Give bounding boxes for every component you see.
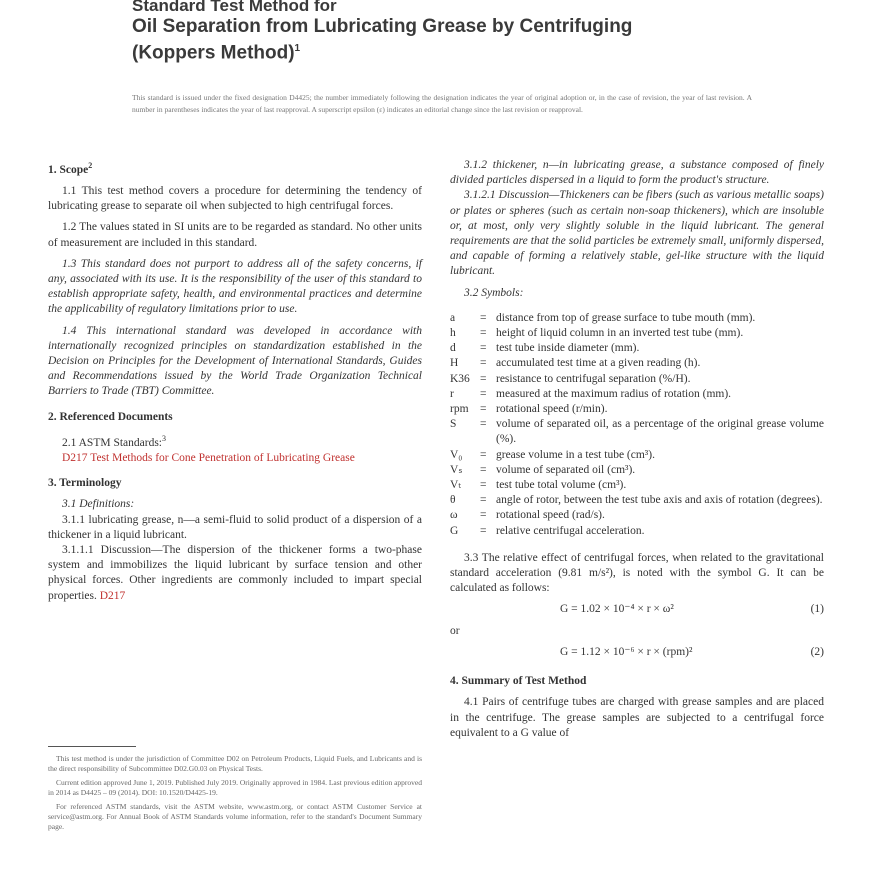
equation-1: G = 1.02 × 10⁻⁴ × r × ω² (1) [560,603,824,616]
paragraph-3-1-2: 3.1.2 thickener, n—in lubricating grease, a substance composed of finely divided particles dispersed in a liquid to form the product's structure. [450,159,824,187]
footnote-1b: Current edition approved June 1, 2019. Published July 2019. Originally approved in 1984. Last previous edition approved in 2014 as D4425 – 09 (2014). DOI: 10.1520/D4425-19. [48,778,422,797]
paragraph-3-1-2-1: 3.1.2.1 Discussion—Thickeners can be fibers (such as various metallic soaps) or plates or spheres (such as certain non-soap thickeners), which are insoluble or, at most, only very slightly soluble in the liquid lubricant. The general requirements are that the solid particles be extremely small, uniformly dispersed, and capable of forming a relatively stable, gel-like structure with the liquid lubricant. [450,189,824,278]
paragraph-3-1-1: 3.1.1 lubricating grease, n—a semi-fluid to solid product of a dispersion of a thickener in a liquid lubricant. [48,513,422,541]
symbol-row: h = height of liquid column in an inverted test tube (mm). [450,327,744,340]
paragraph-3-1: 3.1 Definitions: [62,498,135,511]
paragraph-4-1: 4.1 Pairs of centrifuge tubes are charged with grease samples and are placed in the centrifuge. The grease samples are subjected to a centrifugal force equivalent to a G value of [450,696,824,739]
left-column [48,158,422,610]
paragraph-2-1: 2.1 ASTM Standards:$^3$ [62,433,166,449]
symbol-row: θ = angle of rotor, between the test tube axis and axis of rotation (degrees). [450,494,823,507]
section-heading-scope: 1. Scope$^2$ [48,161,93,176]
symbol-row: H = accumulated test time at a given reading (h). [450,357,701,370]
ref-code-link[interactable]: D217 [62,451,88,464]
footnote-3: For referenced ASTM standards, visit the ASTM website, www.astm.org, or contact ASTM Customer Service at service@astm.org. For Annual Book of ASTM Standards volume information, refer to the standard's Document Summary page. [48,802,422,831]
symbols-list [450,311,824,539]
section-heading-referenced: 2. Referenced Documents [48,410,173,423]
paragraph-3-2: 3.2 Symbols: [464,286,524,299]
section-heading-terminology: 3. Terminology [48,477,122,490]
equation-2: G = 1.12 × 10⁻⁶ × r × (rpm)² (2) [560,645,824,658]
paragraph-1-3: 1.3 This standard does not purport to address all of the safety concerns, if any, associated with its use. It is the responsibility of the user of this standard to establish appropriate safety, health, and environmental practices and determine the applicability of regulatory limitations prior to use. [48,257,422,316]
paragraph-1-1: 1.1 This test method covers a procedure for determining the tendency of lubricating grease to separate oil when subjected to high centrifugal forces. [48,185,422,213]
title-line-3: (Koppers Method)$^1$ [132,42,301,64]
symbol-row: r = measured at the maximum radius of rotation (mm). [450,387,732,400]
equation-or: or [450,624,460,637]
footnote-divider [48,746,136,747]
paragraph-1-4: 1.4 This international standard was developed in accordance with internationally recognized principles on standardization established in the Decision on Principles for the Development of International Standards, Guides and Recommendations issued by the World Trade Organization Technical Barriers to Trade (TBT) Committee. [48,324,422,398]
symbol-row: d = test tube inside diameter (mm). [450,342,640,355]
referenced-document-d217[interactable] [48,451,422,466]
document-title [132,0,772,64]
footnotes [48,754,422,836]
section-heading-summary: 4. Summary of Test Method [450,675,587,688]
footnote-1: This test method is under the jurisdiction of Committee D02 on Petroleum Products, Liquid Fuels, and Lubricants and is the direct responsibility of Subcommittee D02.G0.03 on Physical Tests. [48,754,422,773]
title-line-2: Oil Separation from Lubricating Grease by Centrifuging [132,16,633,37]
title-line-1: Standard Test Method for [132,0,337,15]
ref-title-link[interactable]: Test Methods for Cone Penetration of Lubricating Grease [90,451,355,464]
right-column [450,158,824,747]
symbol-row: V₀ = grease volume in a test tube (cm³). [450,448,655,461]
symbol-row: ω = rotational speed (rad/s). [450,509,605,522]
designation-notice: This standard is issued under the fixed designation D4425; the number immediately following the designation indicates the year of original adoption or, in the case of revision, the year of last revision. A number in parentheses indicates the year of last reapproval. A superscript epsilon (ε) indicates an editorial change since the last revision or reapproval. [132,93,752,114]
symbol-row: rpm = rotational speed (r/min). [450,403,608,416]
paragraph-3-3: 3.3 The relative effect of centrifugal forces, when related to the gravitational standard acceleration (9.81 m/s²), is noted with the symbol G. It can be calculated as follows: [450,551,824,595]
symbol-row: Vₛ = volume of separated oil (cm³). [450,463,636,476]
paragraph-1-2: 1.2 The values stated in SI units are to be regarded as standard. No other units of measurement are included in this standard. [48,221,422,249]
symbol-row: G = relative centrifugal acceleration. [450,524,645,537]
title-footnote-marker: 1 [294,43,301,54]
ref-d217-link[interactable]: D217 [99,589,126,602]
symbol-row: a = distance from top of grease surface to tube mouth (mm). [450,311,756,324]
symbol-row: Vₜ = test tube total volume (cm³). [450,479,627,492]
symbol-row: K36 = resistance to centrifugal separation (%/H). [450,372,691,385]
paragraph-3-1-1-1: 3.1.1.1 Discussion—The dispersion of the thickener forms a two-phase system and immobilizes the liquid lubricant by surface tension and other physical forces. Other ingredients are commonly included to impart special properties. D217 [48,543,422,602]
symbol-row: S = volume of separated oil, as a percentage of the original grease volume (%). [450,418,824,446]
